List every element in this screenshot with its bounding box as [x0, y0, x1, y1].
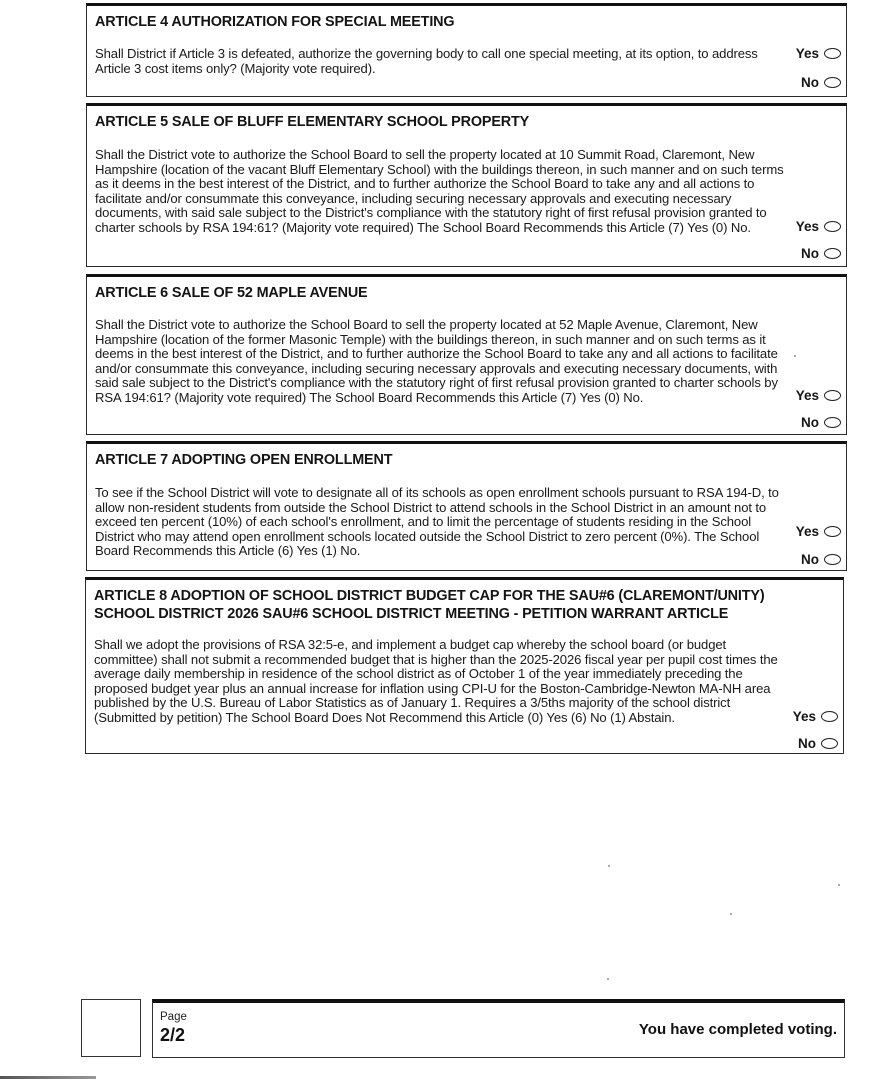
yes-label: Yes	[792, 708, 816, 724]
yes-choice[interactable]	[796, 523, 841, 539]
no-oval[interactable]	[824, 417, 841, 428]
no-choice[interactable]	[801, 551, 841, 567]
no-choice[interactable]	[801, 245, 841, 261]
no-label: No	[801, 74, 819, 90]
yes-oval[interactable]	[824, 390, 841, 401]
scan-speck	[730, 913, 732, 915]
no-choice[interactable]	[798, 735, 838, 751]
article-5-box	[86, 103, 847, 267]
yes-choice[interactable]	[793, 708, 838, 724]
article-body: To see if the School District will vote to designate all of its schools as open enrollment schools pursuant to RSA 194-D, to allow non-resident students from outside the School District to attend schools in the School District in an amount not to exceed ten percent (10%) of each school's enrollment, and to limit the percentage of students residing in the School District who may attend open enrollment schools located outside the School District to zero percent (0%). The School Board Recommends this Article (6) Yes (1) No.	[95, 485, 779, 559]
yes-label: Yes	[795, 218, 819, 234]
article-body: Shall District if Article 3 is defeated, authorize the governing body to call one special meeting, at its option, to address Article 3 cost items only? (Majority vote required).	[95, 46, 758, 76]
yes-oval[interactable]	[824, 48, 841, 59]
no-oval[interactable]	[824, 248, 841, 259]
no-oval[interactable]	[821, 738, 838, 749]
article-4-box	[86, 3, 847, 97]
article-body: Shall the District vote to authorize the School Board to sell the property located at 10 Summit Road, Claremont, New Hampshire (location of the vacant Bluff Elementary School) with the buildings thereon, in such manner and on such terms as it deems in the best interest of the District, and to further authorize the School Board to take any and all actions to facilitate and/or consummate this conveyance, including securing necessary approvals and executing necessary documents, with said sale subject to the District's compliance with the statutory right of first refusal provision granted to charter schools by RSA 194:61? (Majority vote required) The School Board Recommends this Article (7) Yes (0) No.	[95, 147, 784, 235]
timing-mark-box	[81, 999, 141, 1057]
yes-choice[interactable]	[796, 45, 841, 61]
yes-label: Yes	[795, 523, 819, 539]
no-oval[interactable]	[824, 554, 841, 565]
article-8-box	[85, 577, 844, 754]
no-choice[interactable]	[801, 414, 841, 430]
no-oval[interactable]	[824, 77, 841, 88]
scan-speck	[608, 865, 610, 867]
article-6-box	[86, 274, 847, 435]
no-choice[interactable]	[801, 74, 841, 90]
no-label: No	[798, 735, 816, 751]
page-footer	[152, 999, 845, 1058]
article-title: ARTICLE 6 SALE OF 52 MAPLE AVENUE	[95, 285, 368, 301]
scan-speck	[794, 355, 796, 357]
yes-oval[interactable]	[824, 221, 841, 232]
page-label: Page	[160, 1011, 187, 1023]
scan-edge-line	[0, 1076, 96, 1079]
scan-speck	[607, 978, 609, 980]
article-7-box	[86, 441, 847, 571]
yes-label: Yes	[795, 387, 819, 403]
yes-choice[interactable]	[796, 218, 841, 234]
yes-oval[interactable]	[824, 526, 841, 537]
yes-label: Yes	[795, 45, 819, 61]
page-number: 2/2	[160, 1025, 186, 1045]
article-title: ARTICLE 8 ADOPTION OF SCHOOL DISTRICT BUDGET CAP FOR THE SAU#6 (CLAREMONT/UNITY) SCHOOL DISTRICT 2026 SAU#6 SCHOOL DISTRICT MEETING - PETITION WARRANT ARTICLE	[94, 588, 765, 622]
yes-choice[interactable]	[796, 387, 841, 403]
no-label: No	[801, 414, 819, 430]
article-body: Shall the District vote to authorize the School Board to sell the property located at 52 Maple Avenue, Claremont, New Hampshire (location of the former Masonic Temple) with the buildings thereon, in such manner and on such terms as it deems in the best interest of the District, and to further authorize the School Board to take any and all actions to facilitate and/or consummate this conveyance, including securing necessary approvals and executing necessary documents, with said sale subject to the District's compliance with the statutory right of first refusal provision granted to charter schools by RSA 194:61? (Majority vote required) The School Board Recommends this Article (7) Yes (0) No.	[95, 317, 778, 405]
article-title: ARTICLE 4 AUTHORIZATION FOR SPECIAL MEETING	[95, 14, 455, 30]
completion-message: You have completed voting.	[638, 1021, 837, 1038]
article-title: ARTICLE 5 SALE OF BLUFF ELEMENTARY SCHOOL PROPERTY	[95, 114, 530, 130]
article-title: ARTICLE 7 ADOPTING OPEN ENROLLMENT	[95, 452, 393, 468]
yes-oval[interactable]	[821, 711, 838, 722]
scan-speck	[838, 884, 840, 886]
no-label: No	[801, 245, 819, 261]
no-label: No	[801, 551, 819, 567]
article-body: Shall we adopt the provisions of RSA 32:5-e, and implement a budget cap whereby the school board (or budget committee) shall not submit a recommended budget that is higher than the 2025-2026 fiscal year per pupil cost times the average daily membership in residence of the school district as of October 1 of the year immediately preceding the proposed budget year plus an annual increase for inflation using CPI-U for the Boston-Cambridge-Newton MA-NH area published by the U.S. Bureau of Labor Statistics as of January 1. Requires a 3/5ths majority of the school district (Submitted by petition) The School Board Does Not Recommend this Article (0) Yes (6) No (1) Abstain.	[94, 637, 778, 725]
